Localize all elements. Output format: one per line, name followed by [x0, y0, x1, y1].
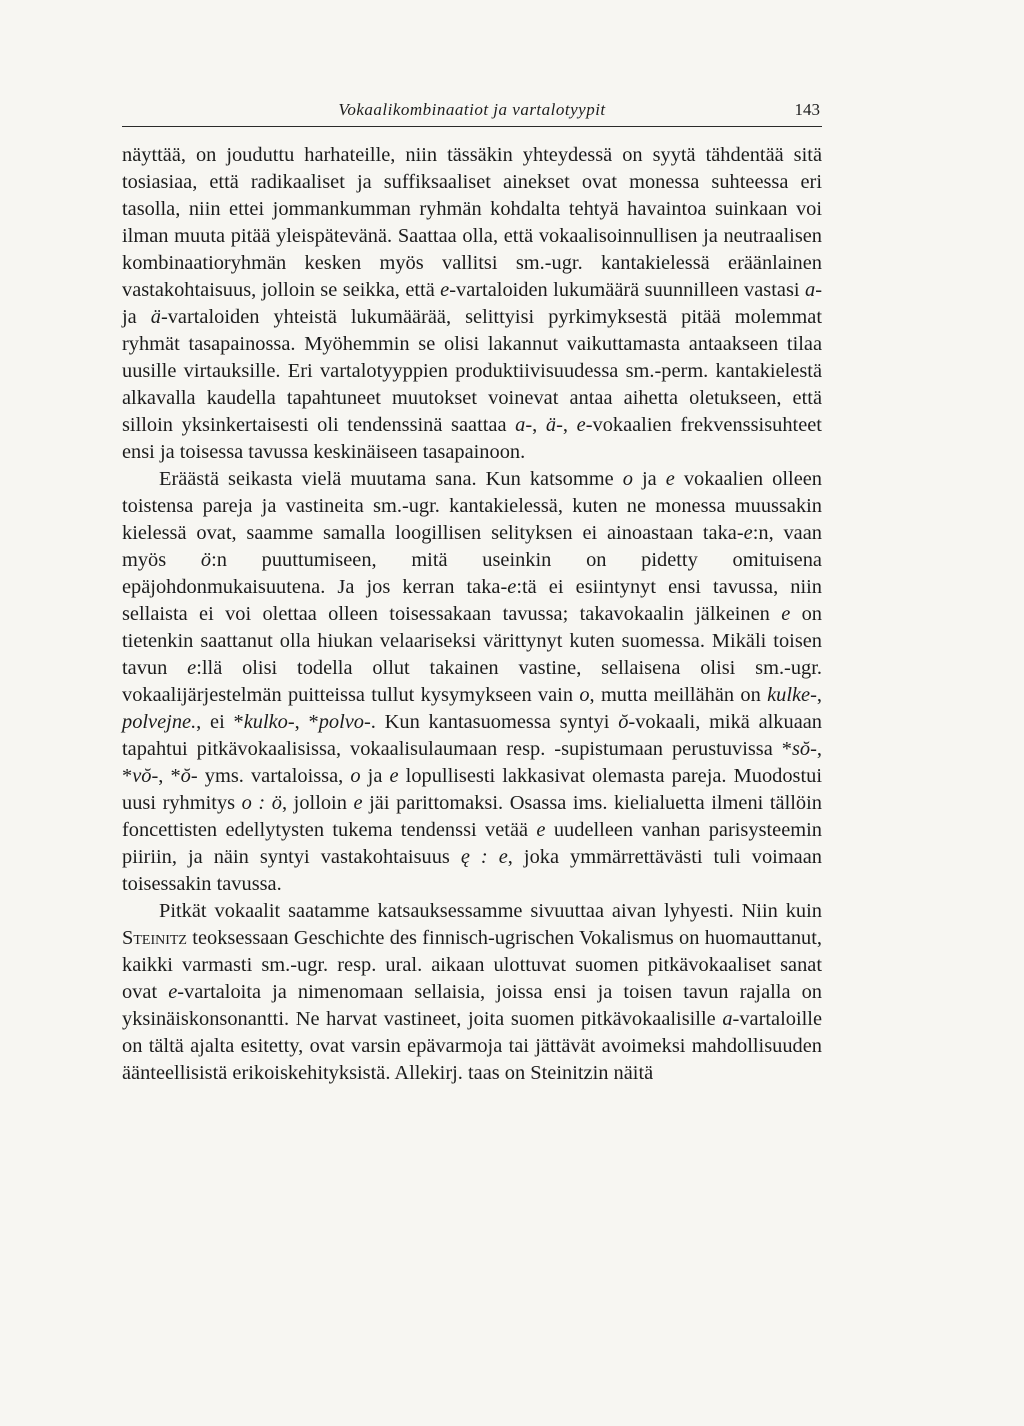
- text-run: :llä olisi todella ollut takainen vastine, sellaisena olisi sm.-ugr. vokaalijärjestelmän puitteissa tullut kysymykseen vain: [122, 657, 822, 706]
- italic-term: e: [353, 792, 363, 814]
- italic-term: ä: [150, 306, 161, 328]
- text-run: lopullisesti lakkasivat olemasta pareja. Muodostui uusi ryhmitys: [122, 765, 822, 814]
- text-run: jäi parittomaksi. Osassa ims. kielialuetta ilmeni tällöin foncettisten edellytysten tukema tendenssi vetää: [122, 792, 822, 841]
- page-header: [122, 100, 822, 127]
- italic-term: e: [665, 468, 675, 490]
- author-name: Steinitz: [122, 927, 187, 949]
- italic-term: kulke-: [767, 684, 817, 706]
- italic-term: e: [187, 657, 197, 679]
- text-run: , *: [294, 711, 319, 733]
- italic-term: e: [576, 414, 586, 436]
- italic-term: ä: [545, 414, 557, 436]
- italic-term: e: [168, 981, 178, 1003]
- italic-term: o : ö: [241, 792, 282, 814]
- italic-term: a: [722, 1008, 733, 1030]
- paragraph: [122, 466, 822, 898]
- text-run: , joka ymmärrettävästi tuli voimaan toisessakin tavussa.: [122, 846, 822, 895]
- text-run: :tä ei esiintynyt ensi tavussa, niin sellaista ei voi olettaa olleen toisessakaan tavussa; takavokaalin jälkeinen: [122, 576, 822, 625]
- text-run: , ei *: [196, 711, 244, 733]
- text-run: ja: [632, 468, 666, 490]
- text-run: -vartaloille on tältä ajalta esitetty, ovat varsin epävarmoja tai jättävät avoimeksi mahdollisuuden äänteellisistä erikoiskehityksistä. Allekirj. taas on Steinitzin näitä: [122, 1008, 822, 1084]
- text-run: yms. vartaloissa,: [197, 765, 351, 787]
- italic-term: e: [389, 765, 399, 787]
- italic-term: e: [440, 279, 450, 301]
- italic-term: o: [579, 684, 590, 706]
- text-run: teoksessaan Geschichte des finnisch-ugrischen Vokalismus on huomauttanut, kaikki varmasti sm.-ugr. resp. ural. aikaan ulottuvat suomen pitkävokaaliset sanat ovat: [122, 927, 822, 1003]
- text-run: vokaalien olleen toistensa pareja ja vastineita sm.-ugr. kantakielessä, kuten ne monessa muussakin kielessä ovat, saamme samalla loogillisen selityksen ei ainoastaan taka-: [122, 468, 822, 544]
- italic-term: vŏ-: [132, 765, 159, 787]
- italic-term: ŏ: [618, 711, 629, 733]
- text-run: -,: [525, 414, 546, 436]
- italic-term: e: [781, 603, 791, 625]
- italic-term: polvejne.: [122, 711, 197, 733]
- text-run: - ja: [122, 279, 822, 328]
- page-number: 143: [794, 100, 820, 119]
- body-text: [122, 142, 822, 1087]
- text-run: :n, vaan myös: [122, 522, 822, 571]
- italic-term: ŏ-: [180, 765, 198, 787]
- italic-term: a: [804, 279, 816, 301]
- italic-term: e: [507, 576, 517, 598]
- text-run: Eräästä seikasta vielä muutama sana. Kun katsomme: [159, 468, 623, 490]
- text-run: ,: [816, 684, 822, 706]
- italic-term: e: [743, 522, 753, 544]
- italic-term: ę : e: [460, 846, 508, 868]
- text-run: on tietenkin saattanut olla hiukan velaariseksi värittynyt kuten suomessa. Mikäli toisen tavun: [122, 603, 822, 679]
- text-run: Pitkät vokaalit saatamme katsauksessamme sivuuttaa aivan lyhyesti. Niin kuin: [159, 900, 822, 922]
- text-run: ja: [360, 765, 390, 787]
- italic-term: polvo-: [318, 711, 371, 733]
- italic-term: o: [622, 468, 633, 490]
- text-run: , mutta meillähän on: [589, 684, 768, 706]
- italic-term: e: [536, 819, 546, 841]
- text-run: , jolloin: [282, 792, 354, 814]
- italic-term: o: [350, 765, 361, 787]
- text-run: näyttää, on jouduttu harhateille, niin tässäkin yhteydessä on syytä tähdentää sitä tosiasiaa, että radikaaliset ja suffiksaaliset ainekset ovat monessa suhteessa eri tasolla, niin ettei jommankumman ryhmän kohdalta tehtyä havaintoa suinkaan voi ilman muuta pitää yleispätevänä. Saattaa olla, että vokaalisoinnullisen ja neutraalisen kombinaatioryhmän kesken myös vallitsi sm.-ugr. kantakielessä eräänlainen vastakohtaisuus, jolloin se seikka, että: [122, 144, 822, 301]
- text-run: , *: [158, 765, 181, 787]
- text-run: :n puuttumiseen, mitä useinkin on pidetty omituisena epäjohdonmukaisuutena. Ja jos kerran taka-: [122, 549, 822, 598]
- paragraph: [122, 142, 822, 466]
- italic-term: a: [515, 414, 526, 436]
- text-run: -,: [556, 414, 577, 436]
- text-run: -vartaloiden lukumäärä suunnilleen vastasi: [449, 279, 805, 301]
- text-run: -vartaloiden yhteistä lukumäärää, selittyisi pyrkimyksestä pitää molemmat ryhmät tasapainossa. Myöhemmin se olisi lakannut vaikuttamasta antaakseen tilaa uusille virtauksille. Eri vartalotyyppien produktiivisuudessa sm.-perm. kantakielestä alkavalla kaudella tapahtuneet muutokset voinevat antaa aihetta oletukseen, että silloin yksinkertaisesti oli tendenssinä saattaa: [122, 306, 822, 436]
- text-run: , *: [122, 738, 822, 787]
- text-run: -vokaali, mikä alkuaan tapahtui pitkävokaalisissa, vokaalisulaumaan resp. -supistumaan perustuvissa *: [122, 711, 822, 760]
- paragraph: [122, 898, 822, 1087]
- italic-term: ö: [200, 549, 212, 571]
- text-run: uudelleen vanhan parisysteemin piiriin, ja näin syntyi vastakohtaisuus: [122, 819, 822, 868]
- italic-term: kulko-: [243, 711, 295, 733]
- text-run: -vokaalien frekvenssisuhteet ensi ja toisessa tavussa keskinäiseen tasapainoon.: [122, 414, 822, 463]
- running-title: Vokaalikombinaatiot ja vartalotyypit: [338, 100, 606, 119]
- text-run: -vartaloita ja nimenomaan sellaisia, joissa ensi ja toisen tavun rajalla on yksinäiskonsonantti. Ne harvat vastineet, joita suomen pitkävokaalisille: [122, 981, 822, 1030]
- text-run: . Kun kantasuomessa syntyi: [370, 711, 619, 733]
- italic-term: sŏ-: [791, 738, 817, 760]
